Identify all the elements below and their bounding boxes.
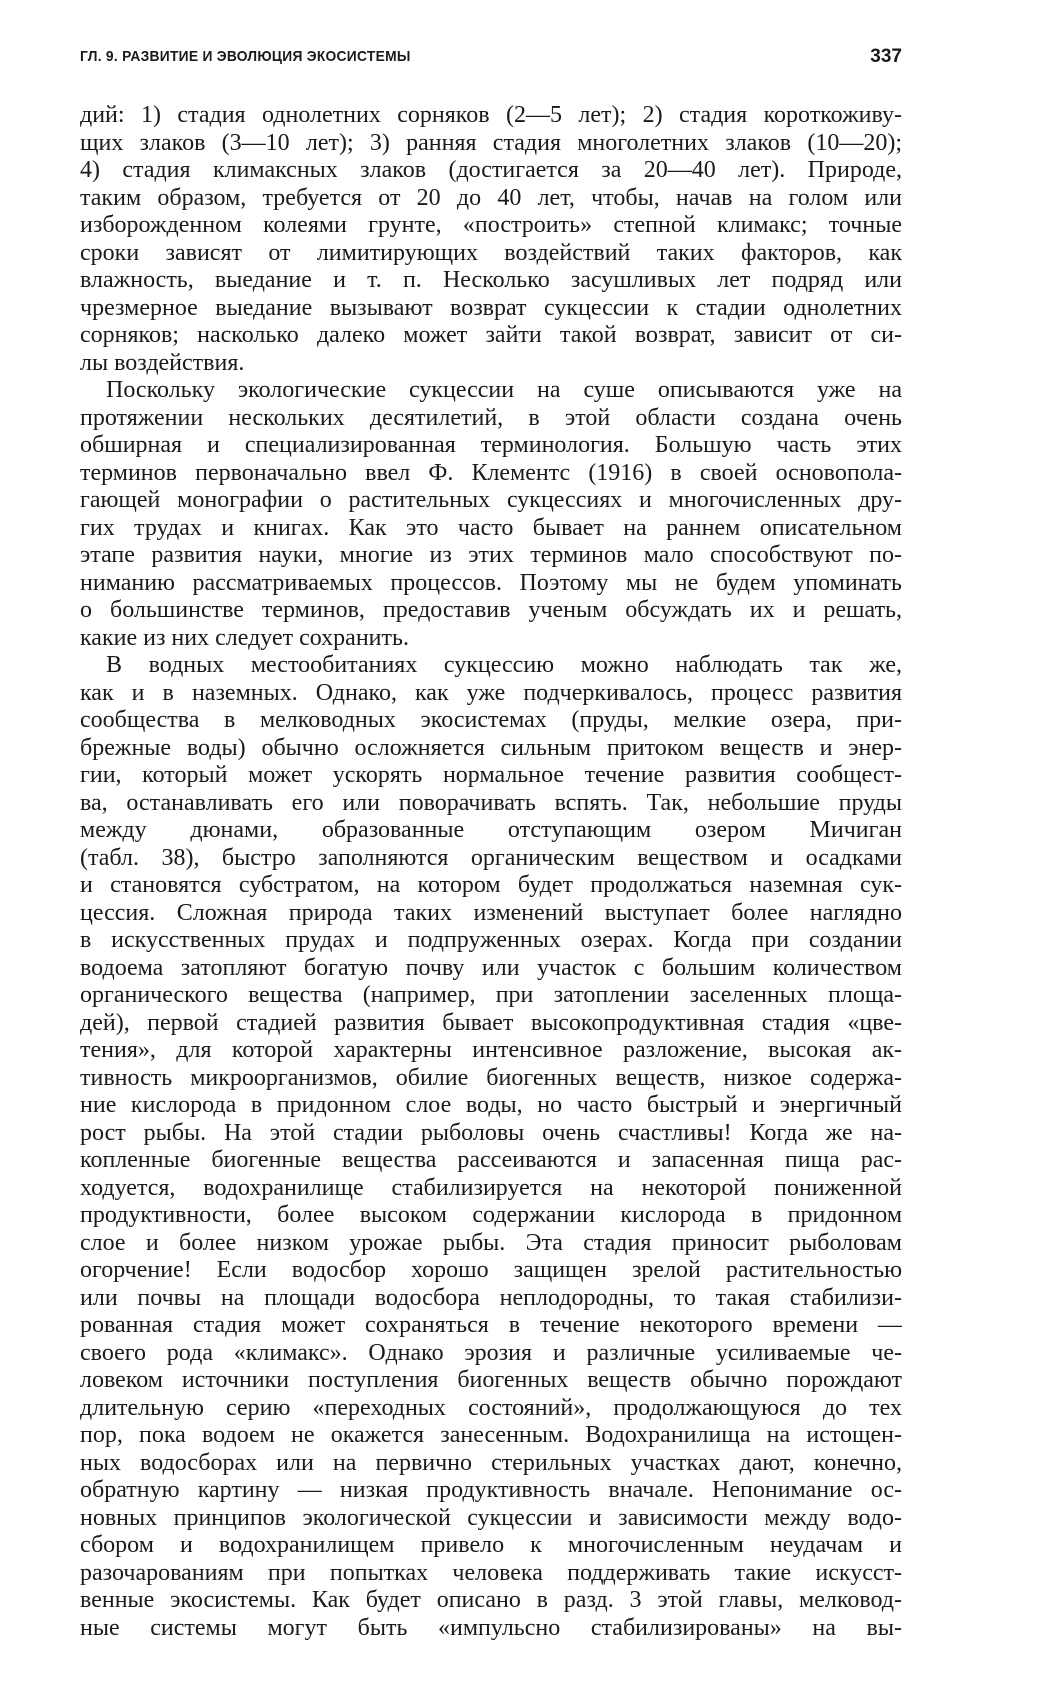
running-title: ГЛ. 9. РАЗВИТИЕ И ЭВОЛЮЦИЯ ЭКОСИСТЕМЫ — [80, 48, 411, 65]
paragraph — [80, 102, 902, 377]
text-line: тения», для которой характерны интенсивное разложение, высокая ак- — [80, 1037, 902, 1063]
text-line: тивность микроорганизмов, обилие биогенных веществ, низкое содержа- — [80, 1064, 902, 1091]
text-line: (табл. 38), быстро заполняются органическим веществом и осадками — [80, 844, 902, 871]
page-number: 337 — [870, 46, 902, 67]
text-line: дий: 1) стадия однолетних сорняков (2—5 лет); 2) стадия короткоживу- — [80, 102, 902, 128]
text-line: и становятся субстратом, на котором будет продолжаться наземная сук- — [80, 872, 902, 898]
text-line: В водных местообитаниях сукцессию можно наблюдать так же, — [106, 652, 902, 678]
text-line: рованная стадия может сохраняться в течение некоторого времени — — [80, 1312, 902, 1338]
text-line: обширная и специализированная терминология. Большую часть этих — [80, 432, 902, 458]
text-line: органического вещества (например, при затоплении заселенных площа- — [80, 982, 902, 1008]
text-line: разочарованиям при попытках человека поддерживать такие искусст- — [80, 1559, 902, 1586]
text-line: гии, который может ускорять нормальное течение развития сообщест- — [80, 762, 902, 788]
text-line: этапе развития науки, многие из этих терминов мало способствуют по- — [80, 542, 902, 568]
text-line: ва, останавливать его или поворачивать вспять. Так, небольшие пруды — [80, 789, 902, 816]
paragraph — [80, 652, 902, 1642]
text-line: венные экосистемы. Как будет описано в разд. 3 этой главы, мелковод- — [80, 1587, 902, 1613]
text-line: изборожденном колеями грунте, «построить» степной климакс; точные — [80, 212, 902, 238]
text-line: сбором и водохранилищем привело к многочисленным неудачам и — [80, 1532, 902, 1558]
text-line: пор, пока водоем не окажется занесенным. Водохранилища на истощен- — [80, 1422, 902, 1448]
paragraph — [80, 377, 902, 652]
text-line: влажность, выедание и т. п. Несколько засушливых лет подряд или — [80, 267, 902, 293]
page-body-text — [80, 102, 902, 1642]
text-line: сорняков; насколько далеко может зайти такой возврат, зависит от си- — [80, 322, 902, 348]
running-header — [80, 48, 902, 72]
text-line: продуктивности, более высоком содержании кислорода в придонном — [80, 1202, 902, 1228]
text-line: цессия. Сложная природа таких изменений выступает более наглядно — [80, 899, 902, 926]
text-line: сроки зависят от лимитирующих воздействий таких факторов, как — [80, 239, 902, 266]
text-line: протяжении нескольких десятилетий, в этой области создана очень — [80, 404, 902, 431]
text-line: водоема затопляют богатую почву или участок с большим количеством — [80, 954, 902, 981]
text-line: слое и более низком урожае рыбы. Эта стадия приносит рыболовам — [80, 1229, 902, 1256]
text-line: лы воздействия. — [80, 349, 245, 376]
text-line: длительную серию «переходных состояний», продолжающуюся до тех — [80, 1394, 902, 1421]
text-line: ных водосборах или на первично стерильных участках дают, конечно, — [80, 1449, 902, 1476]
text-line: как и в наземных. Однако, как уже подчеркивалось, процесс развития — [80, 679, 902, 706]
text-line: щих злаков (3—10 лет); 3) ранняя стадия многолетних злаков (10—20); — [80, 129, 902, 156]
text-line: ходуется, водохранилище стабилизируется на некоторой пониженной — [80, 1174, 902, 1201]
text-line: 4) стадия климаксных злаков (достигается за 20—40 лет). Природе, — [80, 157, 902, 183]
text-line: ниманию рассматриваемых процессов. Поэтому мы не будем упоминать — [80, 569, 902, 596]
text-line: ловеком источники поступления биогенных веществ обычно порождают — [80, 1367, 902, 1393]
text-line: ние кислорода в придонном слое воды, но часто быстрый и энергичный — [80, 1092, 902, 1118]
text-line: чрезмерное выедание вызывают возврат сукцессии к стадии однолетних — [80, 294, 902, 321]
text-line: рост рыбы. На этой стадии рыболовы очень счастливы! Когда же на- — [80, 1119, 902, 1146]
text-line: брежные воды) обычно осложняется сильным притоком веществ и энер- — [80, 734, 902, 761]
text-line: ные системы могут быть «импульсно стабилизированы» на вы- — [80, 1614, 902, 1641]
text-line: новных принципов экологической сукцессии и зависимости между водо- — [80, 1504, 902, 1531]
text-line: гающей монографии о растительных сукцессиях и многочисленных дру- — [80, 487, 902, 513]
text-line: гих трудах и книгах. Как это часто бывает на раннем описательном — [80, 514, 902, 541]
text-line: в искусственных прудах и подпруженных озерах. Когда при создании — [80, 927, 902, 953]
text-line: сообщества в мелководных экосистемах (пруды, мелкие озера, при- — [80, 707, 902, 733]
text-line: Поскольку экологические сукцессии на суше описываются уже на — [106, 377, 902, 403]
text-line: огорчение! Если водосбор хорошо защищен зрелой растительностью — [80, 1257, 902, 1283]
text-line: дей), первой стадией развития бывает высокопродуктивная стадия «цве- — [80, 1009, 902, 1036]
text-line: своего рода «климакс». Однако эрозия и различные усиливаемые че- — [80, 1339, 902, 1366]
text-line: или почвы на площади водосбора неплодородны, то такая стабилизи- — [80, 1284, 902, 1311]
text-line: обратную картину — низкая продуктивность вначале. Непонимание ос- — [80, 1477, 902, 1503]
text-line: копленные биогенные вещества рассеиваются и запасенная пища рас- — [80, 1147, 902, 1173]
text-line: о большинстве терминов, предоставив ученым обсуждать их и решать, — [80, 597, 902, 623]
text-line: между дюнами, образованные отступающим озером Мичиган — [80, 817, 902, 843]
text-line: какие из них следует сохранить. — [80, 624, 409, 651]
text-line: таким образом, требуется от 20 до 40 лет, чтобы, начав на голом или — [80, 184, 902, 211]
text-line: терминов первоначально ввел Ф. Клементс (1916) в своей основопола- — [80, 459, 902, 486]
